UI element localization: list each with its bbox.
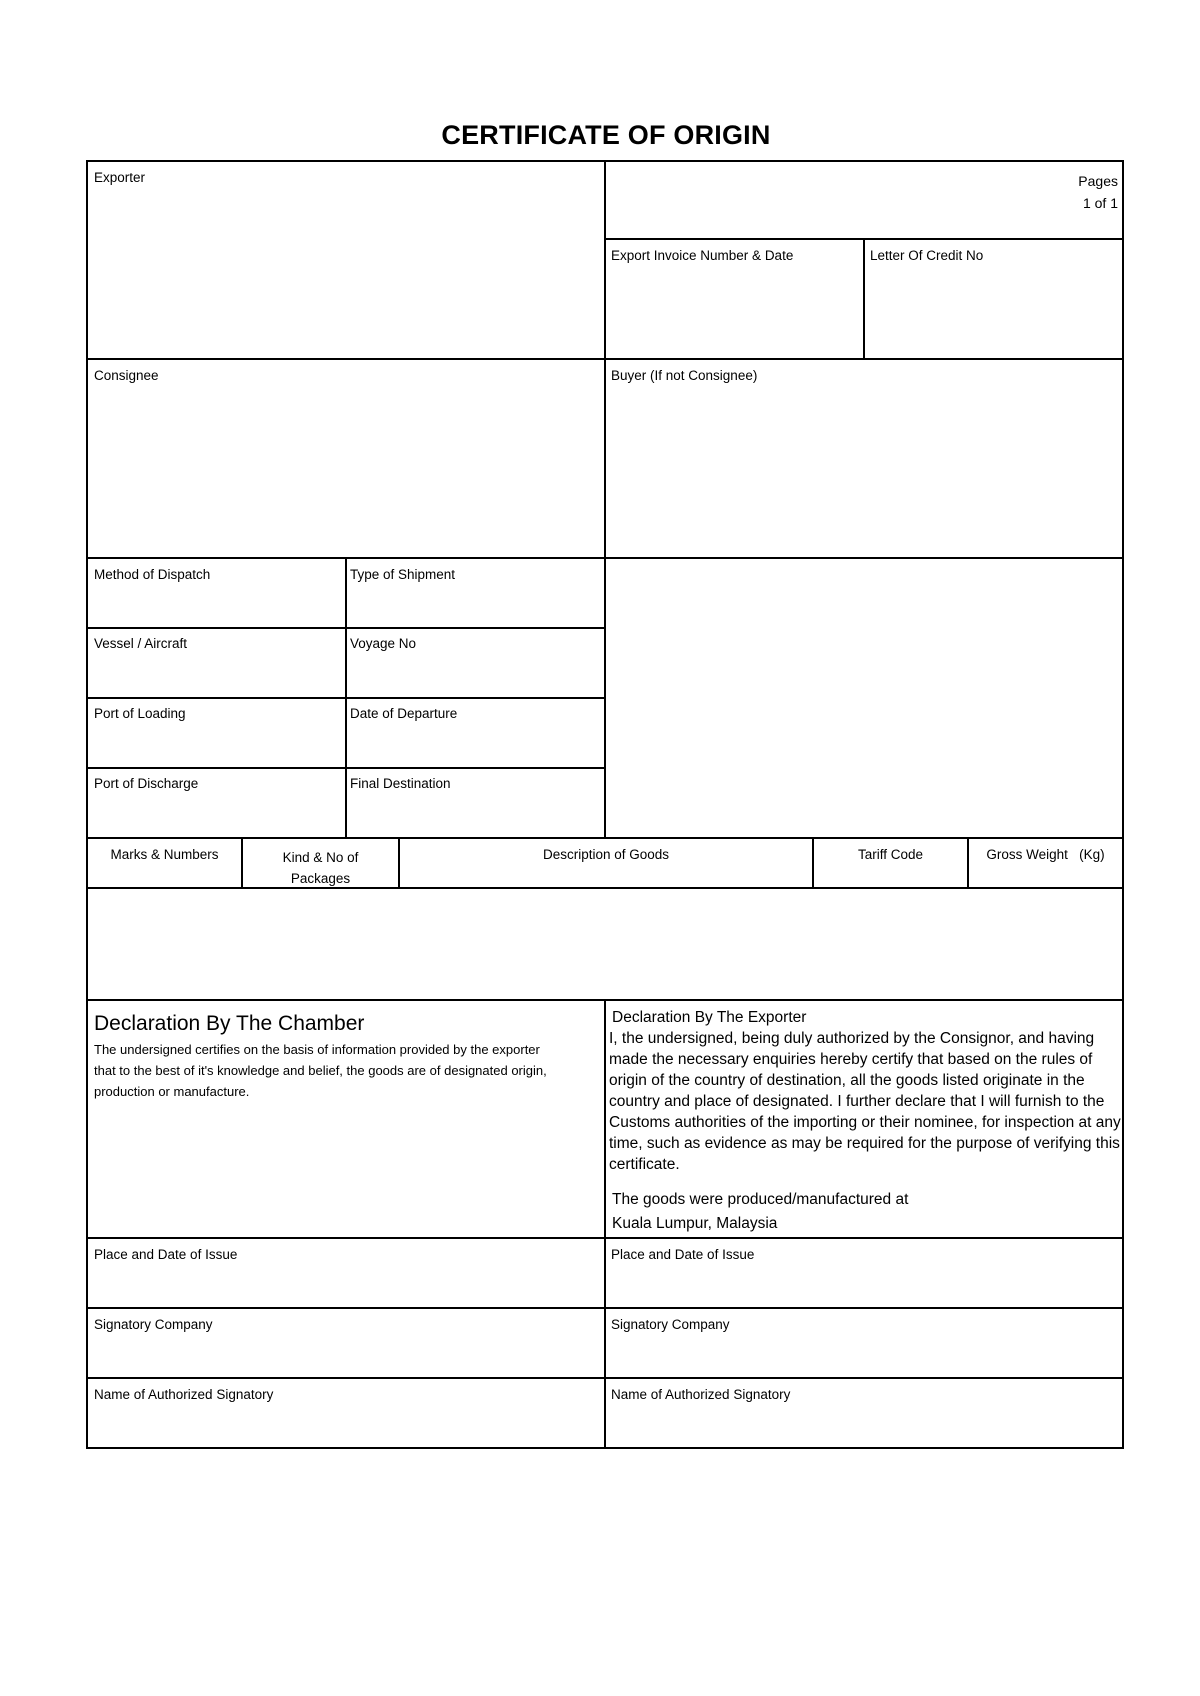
tariff-code-header [812, 837, 969, 889]
exporter-place-date-field[interactable] [604, 1237, 1124, 1309]
method-of-dispatch-field[interactable] [86, 557, 347, 629]
pages-label: Pages [1078, 173, 1118, 189]
description-header [398, 837, 814, 889]
port-of-discharge-label: Port of Discharge [94, 776, 199, 791]
letter-of-credit-field[interactable] [863, 238, 1124, 360]
chamber-declaration-text: The undersigned certifies on the basis of information provided by the exporter that to the best of it's knowledge and belief, the goods are of designated origin, production or manufacture. [94, 1042, 547, 1099]
buyer-field[interactable] [604, 358, 1124, 559]
port-of-discharge-field[interactable] [86, 767, 347, 839]
invoice-field[interactable] [604, 238, 865, 360]
final-destination-field[interactable] [345, 767, 606, 839]
chamber-place-date-label: Place and Date of Issue [94, 1247, 238, 1262]
date-of-departure-field[interactable] [345, 697, 606, 769]
packages-header [241, 837, 400, 889]
exporter-authorized-signatory-field[interactable] [604, 1377, 1124, 1449]
shipping-notes-area[interactable] [604, 557, 1124, 839]
pages-indicator [1078, 170, 1118, 214]
document-title: CERTIFICATE OF ORIGIN [441, 120, 771, 150]
exporter-declaration-box [604, 999, 1124, 1239]
port-of-loading-field[interactable] [86, 697, 347, 769]
voyage-no-label: Voyage No [350, 636, 417, 651]
letter-of-credit-label: Letter Of Credit No [870, 248, 984, 263]
produced-at-value: Kuala Lumpur, Malaysia [612, 1215, 778, 1232]
buyer-label: Buyer (If not Consignee) [611, 368, 758, 383]
exporter-declaration-text: I, the undersigned, being duly authorized by the Consignor, and having made the necessary enquiries hereby certify that based on the rules of origin of the country of destination, all the goods listed originate in the country and place of designated. I further declare that I will furnish to the Customs authorities of the importing or their nominee, for inspection at any time, such as evidence as may be required for the purpose of verifying this certificate. [609, 1030, 1121, 1173]
chamber-authorized-signatory-label: Name of Authorized Signatory [94, 1387, 274, 1402]
voyage-no-field[interactable] [345, 627, 606, 699]
port-of-loading-label: Port of Loading [94, 706, 186, 721]
type-of-shipment-label: Type of Shipment [350, 567, 456, 582]
packages-label: Kind & No of Packages [282, 850, 359, 886]
exporter-signatory-company-label: Signatory Company [611, 1317, 730, 1332]
description-label: Description of Goods [542, 847, 670, 862]
exporter-signatory-company-field[interactable] [604, 1307, 1124, 1379]
exporter-declaration-heading: Declaration By The Exporter [612, 1009, 807, 1026]
exporter-field[interactable] [86, 160, 606, 360]
gross-weight-header [967, 837, 1124, 889]
chamber-place-date-field[interactable] [86, 1237, 606, 1309]
method-of-dispatch-label: Method of Dispatch [94, 567, 211, 582]
consignee-field[interactable] [86, 358, 606, 559]
vessel-aircraft-field[interactable] [86, 627, 347, 699]
marks-numbers-label: Marks & Numbers [110, 847, 219, 862]
vessel-aircraft-label: Vessel / Aircraft [94, 636, 188, 651]
pages-box [604, 160, 1124, 240]
type-of-shipment-field[interactable] [345, 557, 606, 629]
produced-at-label: The goods were produced/manufactured at [612, 1191, 909, 1208]
final-destination-label: Final Destination [350, 776, 451, 791]
exporter-authorized-signatory-label: Name of Authorized Signatory [611, 1387, 791, 1402]
invoice-label: Export Invoice Number & Date [611, 248, 794, 263]
chamber-declaration-box [86, 999, 606, 1239]
gross-weight-label: Gross Weight (Kg) [986, 847, 1105, 862]
consignee-label: Consignee [94, 368, 159, 383]
exporter-label: Exporter [94, 170, 146, 185]
chamber-signatory-company-field[interactable] [86, 1307, 606, 1379]
chamber-signatory-company-label: Signatory Company [94, 1317, 213, 1332]
tariff-code-label: Tariff Code [857, 847, 924, 862]
marks-numbers-header [86, 837, 243, 889]
chamber-authorized-signatory-field[interactable] [86, 1377, 606, 1449]
chamber-declaration-heading: Declaration By The Chamber [94, 1012, 365, 1035]
goods-content-area[interactable] [86, 887, 1124, 1001]
date-of-departure-label: Date of Departure [350, 706, 458, 721]
pages-value: 1 of 1 [1082, 195, 1118, 211]
exporter-place-date-label: Place and Date of Issue [611, 1247, 755, 1262]
